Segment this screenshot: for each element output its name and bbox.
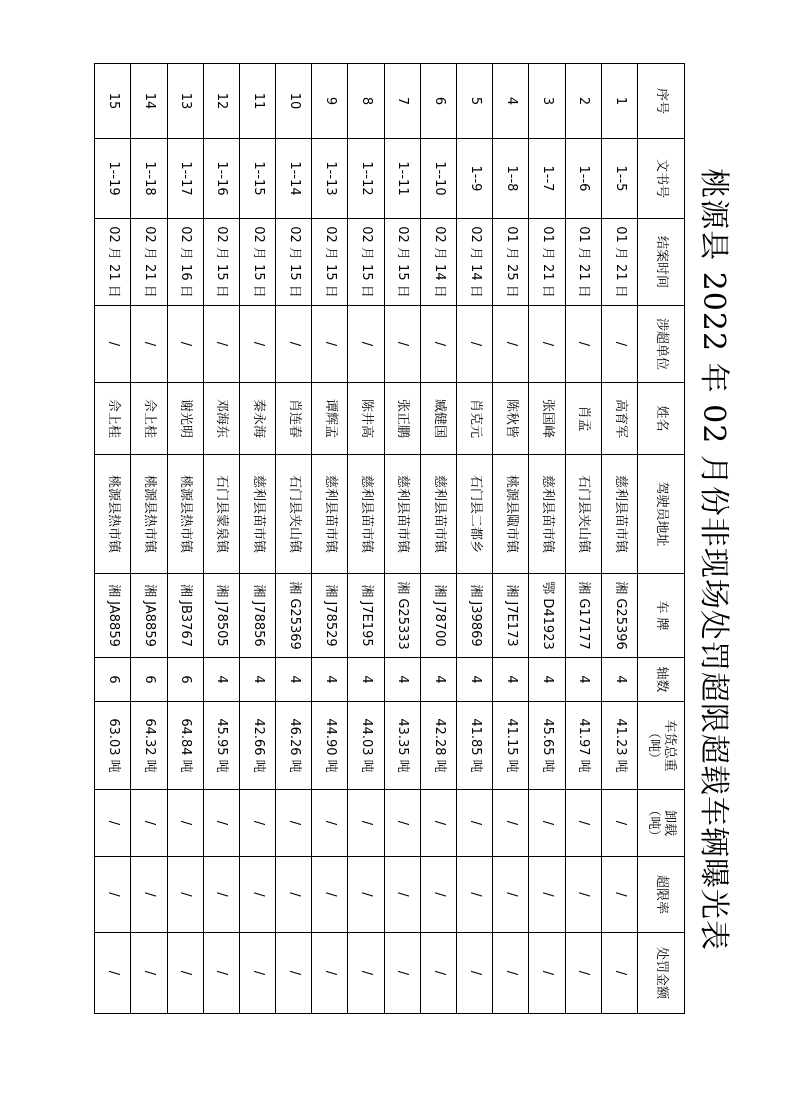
cell-fine: / [239, 933, 275, 1014]
cell-address: 慈利县苗市镇 [239, 455, 275, 574]
cell-plate: 湘 G25369 [276, 574, 312, 658]
cell-seq: 5 [457, 64, 493, 139]
cell-unit: / [457, 306, 493, 383]
cell-fine: / [529, 933, 565, 1014]
cell-gross-weight: 46.26 吨 [276, 702, 312, 790]
cell-gross-weight: 41.15 吨 [493, 702, 529, 790]
cell-plate: 鄂 D41923 [529, 574, 565, 658]
cell-overload-rate: / [565, 857, 601, 933]
table-row [203, 64, 239, 1014]
cell-unload: / [601, 790, 637, 857]
cell-close-date: 02 月 14 日 [457, 219, 493, 306]
cell-gross-weight: 44.90 吨 [312, 702, 348, 790]
cell-close-date: 02 月 14 日 [420, 219, 456, 306]
table-row [529, 64, 565, 1014]
cell-close-date: 01 月 21 日 [601, 219, 637, 306]
cell-name: 肖孟 [565, 383, 601, 455]
cell-fine: / [493, 933, 529, 1014]
cell-close-date: 02 月 15 日 [312, 219, 348, 306]
cell-gross-weight: 64.32 吨 [131, 702, 167, 790]
header-gross-weight-label: 车货总重 [662, 719, 678, 772]
cell-doc-no: 1--17 [167, 139, 203, 219]
cell-plate: 湘 JA8859 [95, 574, 131, 658]
table-row [131, 64, 167, 1014]
cell-plate: 湘 J78505 [203, 574, 239, 658]
cell-doc-no: 1--13 [312, 139, 348, 219]
cell-doc-no: 1--11 [384, 139, 420, 219]
cell-name: 张国峰 [529, 383, 565, 455]
cell-gross-weight: 44.03 吨 [348, 702, 384, 790]
header-seq: 序号 [638, 64, 685, 139]
overload-vehicle-table [94, 63, 685, 1014]
cell-close-date: 02 月 15 日 [203, 219, 239, 306]
cell-close-date: 01 月 21 日 [529, 219, 565, 306]
cell-unit: / [203, 306, 239, 383]
cell-overload-rate: / [95, 857, 131, 933]
cell-axles: 4 [565, 658, 601, 702]
cell-name: 肖克元 [457, 383, 493, 455]
cell-fine: / [312, 933, 348, 1014]
cell-unload: / [565, 790, 601, 857]
cell-overload-rate: / [312, 857, 348, 933]
cell-unit: / [276, 306, 312, 383]
header-doc-no: 文书号 [638, 139, 685, 219]
cell-overload-rate: / [529, 857, 565, 933]
cell-axles: 4 [493, 658, 529, 702]
cell-seq: 15 [95, 64, 131, 139]
cell-fine: / [348, 933, 384, 1014]
cell-axles: 4 [601, 658, 637, 702]
cell-gross-weight: 63.03 吨 [95, 702, 131, 790]
cell-overload-rate: / [348, 857, 384, 933]
cell-gross-weight: 45.65 吨 [529, 702, 565, 790]
cell-plate: 湘 G17177 [565, 574, 601, 658]
cell-doc-no: 1--14 [276, 139, 312, 219]
cell-close-date: 02 月 15 日 [239, 219, 275, 306]
table-row [167, 64, 203, 1014]
cell-address: 桃源县热市镇 [131, 455, 167, 574]
cell-plate: 湘 J7E195 [348, 574, 384, 658]
cell-name: 秦永海 [239, 383, 275, 455]
cell-plate: 湘 G25333 [384, 574, 420, 658]
cell-unit: / [529, 306, 565, 383]
cell-overload-rate: / [203, 857, 239, 933]
cell-gross-weight: 41.23 吨 [601, 702, 637, 790]
cell-seq: 12 [203, 64, 239, 139]
cell-seq: 2 [565, 64, 601, 139]
cell-seq: 3 [529, 64, 565, 139]
cell-unload: / [493, 790, 529, 857]
table-row [312, 64, 348, 1014]
cell-doc-no: 1--9 [457, 139, 493, 219]
header-unload-unit: （吨） [646, 803, 661, 843]
cell-gross-weight: 64.84 吨 [167, 702, 203, 790]
header-unit: 涉超单位 [638, 306, 685, 383]
cell-unload: / [239, 790, 275, 857]
cell-address: 石门县夹山镇 [565, 455, 601, 574]
cell-fine: / [95, 933, 131, 1014]
cell-gross-weight: 42.66 吨 [239, 702, 275, 790]
cell-gross-weight: 42.28 吨 [420, 702, 456, 790]
cell-unit: / [239, 306, 275, 383]
cell-doc-no: 1--19 [95, 139, 131, 219]
cell-unit: / [601, 306, 637, 383]
cell-address: 慈利县苗市镇 [384, 455, 420, 574]
cell-axles: 4 [239, 658, 275, 702]
cell-plate: 湘 J78529 [312, 574, 348, 658]
cell-close-date: 02 月 15 日 [276, 219, 312, 306]
cell-unit: / [384, 306, 420, 383]
cell-seq: 8 [348, 64, 384, 139]
cell-plate: 湘 J39869 [457, 574, 493, 658]
header-row [638, 64, 685, 1014]
cell-plate: 湘 JA8859 [131, 574, 167, 658]
cell-address: 慈利县苗市镇 [529, 455, 565, 574]
table-row [384, 64, 420, 1014]
cell-address: 慈利县苗市镇 [312, 455, 348, 574]
cell-fine: / [384, 933, 420, 1014]
cell-axles: 4 [312, 658, 348, 702]
cell-unload: / [457, 790, 493, 857]
cell-fine: / [203, 933, 239, 1014]
cell-overload-rate: / [239, 857, 275, 933]
cell-address: 桃源县陬市镇 [493, 455, 529, 574]
cell-seq: 14 [131, 64, 167, 139]
cell-overload-rate: / [420, 857, 456, 933]
cell-fine: / [457, 933, 493, 1014]
header-unload [638, 790, 685, 857]
header-gross-weight [638, 702, 685, 790]
cell-unload: / [348, 790, 384, 857]
cell-address: 慈利县苗市镇 [348, 455, 384, 574]
table-body [95, 64, 638, 1014]
cell-axles: 4 [529, 658, 565, 702]
cell-fine: / [167, 933, 203, 1014]
cell-unload: / [420, 790, 456, 857]
cell-name: 佘上桂 [95, 383, 131, 455]
cell-seq: 7 [384, 64, 420, 139]
table-row [276, 64, 312, 1014]
cell-unit: / [167, 306, 203, 383]
table-row [493, 64, 529, 1014]
cell-close-date: 02 月 21 日 [95, 219, 131, 306]
cell-unload: / [167, 790, 203, 857]
cell-seq: 4 [493, 64, 529, 139]
cell-name: 肖连春 [276, 383, 312, 455]
cell-plate: 湘 G25396 [601, 574, 637, 658]
cell-unit: / [420, 306, 456, 383]
header-close-date: 结案时间 [638, 219, 685, 306]
cell-seq: 11 [239, 64, 275, 139]
cell-unit: / [95, 306, 131, 383]
cell-gross-weight: 41.97 吨 [565, 702, 601, 790]
cell-close-date: 02 月 16 日 [167, 219, 203, 306]
cell-close-date: 02 月 15 日 [384, 219, 420, 306]
cell-name: 陈秋皆 [493, 383, 529, 455]
cell-overload-rate: / [493, 857, 529, 933]
cell-seq: 1 [601, 64, 637, 139]
cell-axles: 4 [457, 658, 493, 702]
cell-name: 张正鹏 [384, 383, 420, 455]
header-fine: 处罚金额 [638, 933, 685, 1014]
cell-unload: / [203, 790, 239, 857]
table-row [420, 64, 456, 1014]
cell-fine: / [131, 933, 167, 1014]
cell-doc-no: 1--18 [131, 139, 167, 219]
cell-close-date: 01 月 21 日 [565, 219, 601, 306]
cell-gross-weight: 45.95 吨 [203, 702, 239, 790]
cell-doc-no: 1--10 [420, 139, 456, 219]
cell-gross-weight: 41.85 吨 [457, 702, 493, 790]
cell-name: 谭辉孟 [312, 383, 348, 455]
cell-overload-rate: / [457, 857, 493, 933]
cell-unit: / [131, 306, 167, 383]
cell-fine: / [565, 933, 601, 1014]
cell-name: 陈井高 [348, 383, 384, 455]
cell-address: 慈利县苗市镇 [601, 455, 637, 574]
table-row [239, 64, 275, 1014]
cell-name: 邓海东 [203, 383, 239, 455]
cell-address: 石门县蒙泉镇 [203, 455, 239, 574]
header-overload-rate: 超限率 [638, 857, 685, 933]
cell-plate: 湘 J78700 [420, 574, 456, 658]
cell-seq: 6 [420, 64, 456, 139]
header-address: 驾驶员地址 [638, 455, 685, 574]
cell-plate: 湘 JB3767 [167, 574, 203, 658]
cell-doc-no: 1--15 [239, 139, 275, 219]
cell-address: 桃源县热市镇 [95, 455, 131, 574]
cell-unit: / [565, 306, 601, 383]
cell-close-date: 02 月 15 日 [348, 219, 384, 306]
page-title: 桃源县 2022 年 02 月份非现场处罚超限超载车辆曝光表 [696, 168, 731, 951]
header-axles: 轴数 [638, 658, 685, 702]
cell-name: 谢光明 [167, 383, 203, 455]
cell-plate: 湘 J7E173 [493, 574, 529, 658]
cell-doc-no: 1--5 [601, 139, 637, 219]
cell-doc-no: 1--8 [493, 139, 529, 219]
cell-axles: 4 [420, 658, 456, 702]
cell-doc-no: 1--6 [565, 139, 601, 219]
cell-close-date: 01 月 25 日 [493, 219, 529, 306]
table-row [601, 64, 637, 1014]
cell-doc-no: 1--16 [203, 139, 239, 219]
cell-gross-weight: 43.35 吨 [384, 702, 420, 790]
cell-overload-rate: / [601, 857, 637, 933]
header-plate: 车 牌 [638, 574, 685, 658]
header-gross-weight-unit: （吨） [646, 725, 661, 765]
cell-axles: 6 [167, 658, 203, 702]
cell-overload-rate: / [167, 857, 203, 933]
table-row [565, 64, 601, 1014]
cell-seq: 13 [167, 64, 203, 139]
cell-unload: / [95, 790, 131, 857]
cell-overload-rate: / [131, 857, 167, 933]
cell-unload: / [529, 790, 565, 857]
cell-doc-no: 1--7 [529, 139, 565, 219]
cell-unload: / [276, 790, 312, 857]
table-row [348, 64, 384, 1014]
cell-axles: 4 [348, 658, 384, 702]
cell-address: 石门县二都乡 [457, 455, 493, 574]
cell-name: 高育军 [601, 383, 637, 455]
cell-unit: / [312, 306, 348, 383]
cell-address: 石门县夹山镇 [276, 455, 312, 574]
cell-name: 臧健国 [420, 383, 456, 455]
cell-name: 佘上桂 [131, 383, 167, 455]
cell-address: 桃源县热市镇 [167, 455, 203, 574]
table-row [95, 64, 131, 1014]
cell-seq: 9 [312, 64, 348, 139]
cell-axles: 4 [203, 658, 239, 702]
cell-unload: / [384, 790, 420, 857]
header-name: 姓名 [638, 383, 685, 455]
cell-axles: 4 [384, 658, 420, 702]
cell-seq: 10 [276, 64, 312, 139]
cell-close-date: 02 月 21 日 [131, 219, 167, 306]
cell-unit: / [493, 306, 529, 383]
cell-address: 慈利县苗市镇 [420, 455, 456, 574]
cell-fine: / [601, 933, 637, 1014]
header-unload-label: 卸载 [662, 809, 678, 836]
cell-axles: 6 [95, 658, 131, 702]
cell-plate: 湘 J78856 [239, 574, 275, 658]
table-row [457, 64, 493, 1014]
cell-axles: 6 [131, 658, 167, 702]
cell-unload: / [131, 790, 167, 857]
cell-doc-no: 1--12 [348, 139, 384, 219]
cell-overload-rate: / [276, 857, 312, 933]
cell-axles: 4 [276, 658, 312, 702]
cell-fine: / [276, 933, 312, 1014]
cell-unit: / [348, 306, 384, 383]
cell-fine: / [420, 933, 456, 1014]
cell-overload-rate: / [384, 857, 420, 933]
cell-unload: / [312, 790, 348, 857]
